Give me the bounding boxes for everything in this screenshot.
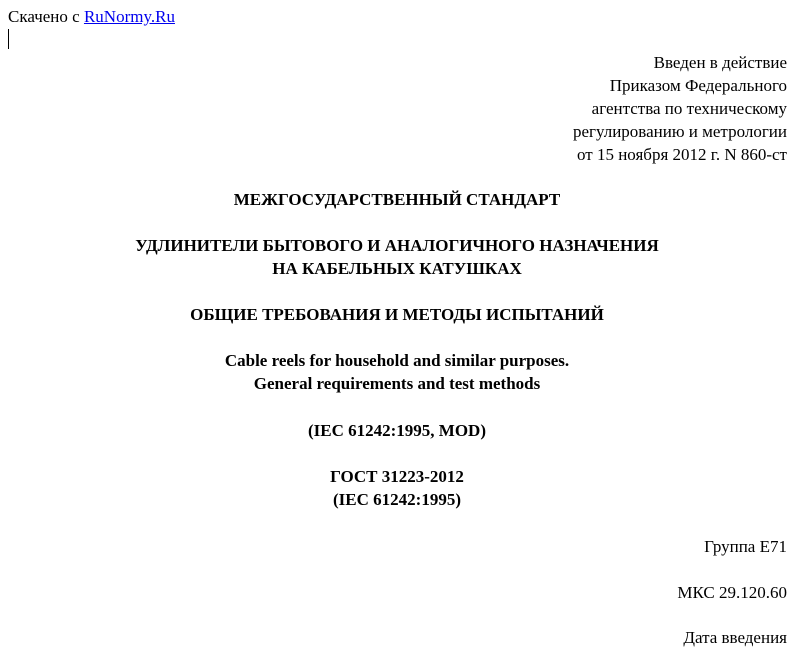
source-prefix: Скачено с <box>8 7 84 26</box>
title-ru-line: УДЛИНИТЕЛИ БЫТОВОГО И АНАЛОГИЧНОГО НАЗНАЧЕНИЯ <box>135 236 659 255</box>
enactment-line: агентства по техническому <box>591 99 787 118</box>
title-en-line: Cable reels for household and similar purposes. <box>224 351 570 370</box>
title-en <box>0 349 794 395</box>
enactment-line: от 15 ноября 2012 г. N 860-ст <box>577 145 787 164</box>
title-en-line: General requirements and test methods <box>253 374 541 393</box>
enactment-line: Введен в действие <box>653 53 787 72</box>
mks-code: МКС 29.120.60 <box>677 583 787 602</box>
gost-line: (IEC 61242:1995) <box>333 490 461 509</box>
enactment-line: регулированию и метрологии <box>572 122 787 141</box>
gost-designation <box>0 465 794 511</box>
source-line <box>8 5 175 28</box>
text-cursor <box>8 29 9 49</box>
title-ru-line: НА КАБЕЛЬНЫХ КАТУШКАХ <box>272 259 522 278</box>
enactment-block <box>573 51 787 166</box>
enactment-line: Приказом Федерального <box>609 76 787 95</box>
source-link[interactable]: RuNormy.Ru <box>83 7 175 26</box>
iec-mod: (IEC 61242:1995, MOD) <box>307 421 486 440</box>
title-ru <box>0 234 794 280</box>
standard-type: МЕЖГОСУДАРСТВЕННЫЙ СТАНДАРТ <box>233 190 561 209</box>
intro-date: Дата введения <box>683 628 787 647</box>
group-code: Группа Е71 <box>704 537 787 556</box>
gost-line: ГОСТ 31223-2012 <box>330 467 464 486</box>
subtitle-ru: ОБЩИЕ ТРЕБОВАНИЯ И МЕТОДЫ ИСПЫТАНИЙ <box>190 305 604 324</box>
